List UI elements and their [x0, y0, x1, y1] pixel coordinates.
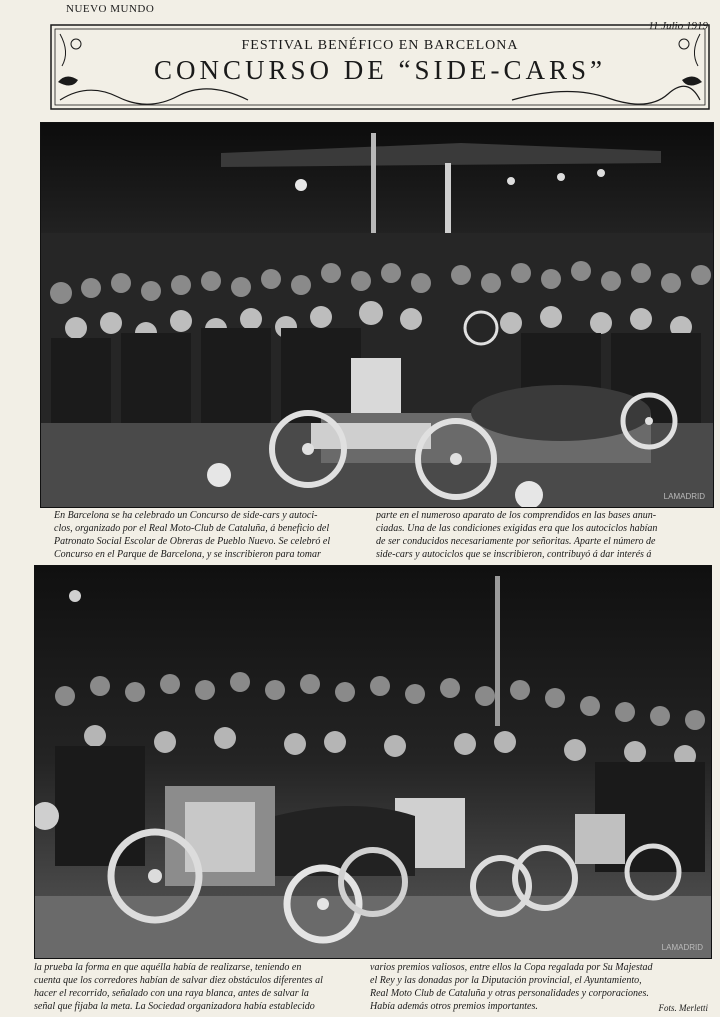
photo-credit-2: LAMADRID	[661, 943, 703, 952]
caption-line: Patronato Social Escolar de Obreras de Pueblo Nuevo. Se celebró el	[54, 536, 331, 547]
caption-2-right	[370, 961, 706, 1013]
caption-line: clos, organizado por el Real Moto-Club de Cataluña, á beneficio del	[54, 523, 330, 534]
racing-cars-photo-icon	[35, 566, 711, 958]
caption-2-left	[34, 961, 358, 1013]
magazine-name: NUEVO MUNDO	[66, 3, 155, 15]
caption-line: señal que fijaba la meta. La Sociedad organizadora había establecido	[34, 1001, 315, 1012]
caption-line: Real Moto Club de Cataluña y otras personalidades y corporaciones.	[370, 988, 649, 999]
caption-line: parte en el numeroso aparato de los comprendidos en las bases anun-	[376, 510, 657, 521]
caption-1-left	[40, 509, 358, 561]
photo-credit-text: Fots. Merletti	[658, 1003, 708, 1013]
caption-line: la prueba la forma en que aquélla había de realizarse, teniendo en	[34, 962, 302, 973]
caption-line: cuenta que los corredores habían de salvar diez obstáculos diferentes al	[34, 975, 323, 986]
title-banner	[48, 22, 712, 112]
caption-line: ciadas. Una de las condiciones exigidas era que los autociclos habían	[376, 523, 658, 534]
caption-line: side-cars y autociclos que se inscribieron, contribuyó á dar interés á	[376, 549, 652, 560]
photo-crowd-with-car	[40, 122, 714, 508]
caption-line: En Barcelona se ha celebrado un Concurso de side-cars y autoci-	[54, 510, 318, 521]
banner-title: CONCURSO DE “SIDE-CARS”	[153, 55, 607, 85]
caption-line: Concurso en el Parque de Barcelona, y se inscribieron para tomar	[54, 549, 321, 560]
caption-line: el Rey y las donadas por la Diputación provincial, el Ayuntamiento,	[370, 975, 642, 986]
caption-line: varios premios valiosos, entre ellos la Copa regalada por Su Majestad	[370, 962, 653, 973]
crowd-with-car-photo-icon	[41, 123, 713, 507]
caption-line: Había además otros premios importantes.	[370, 1001, 538, 1012]
photo-credit-1: LAMADRID	[663, 492, 705, 501]
photo-racing-cars	[34, 565, 712, 959]
caption-line: hacer el recorrido, señalado con una raya blanca, antes de salvar la	[34, 988, 309, 999]
banner-supertitle: FESTIVAL BENÉFICO EN BARCELONA	[241, 38, 519, 53]
caption-line: de ser conducidos necesariamente por señoritas. Aparte el número de	[376, 536, 656, 547]
issue-date: 11 Julio 1919	[648, 20, 708, 32]
caption-1-right	[376, 509, 710, 561]
